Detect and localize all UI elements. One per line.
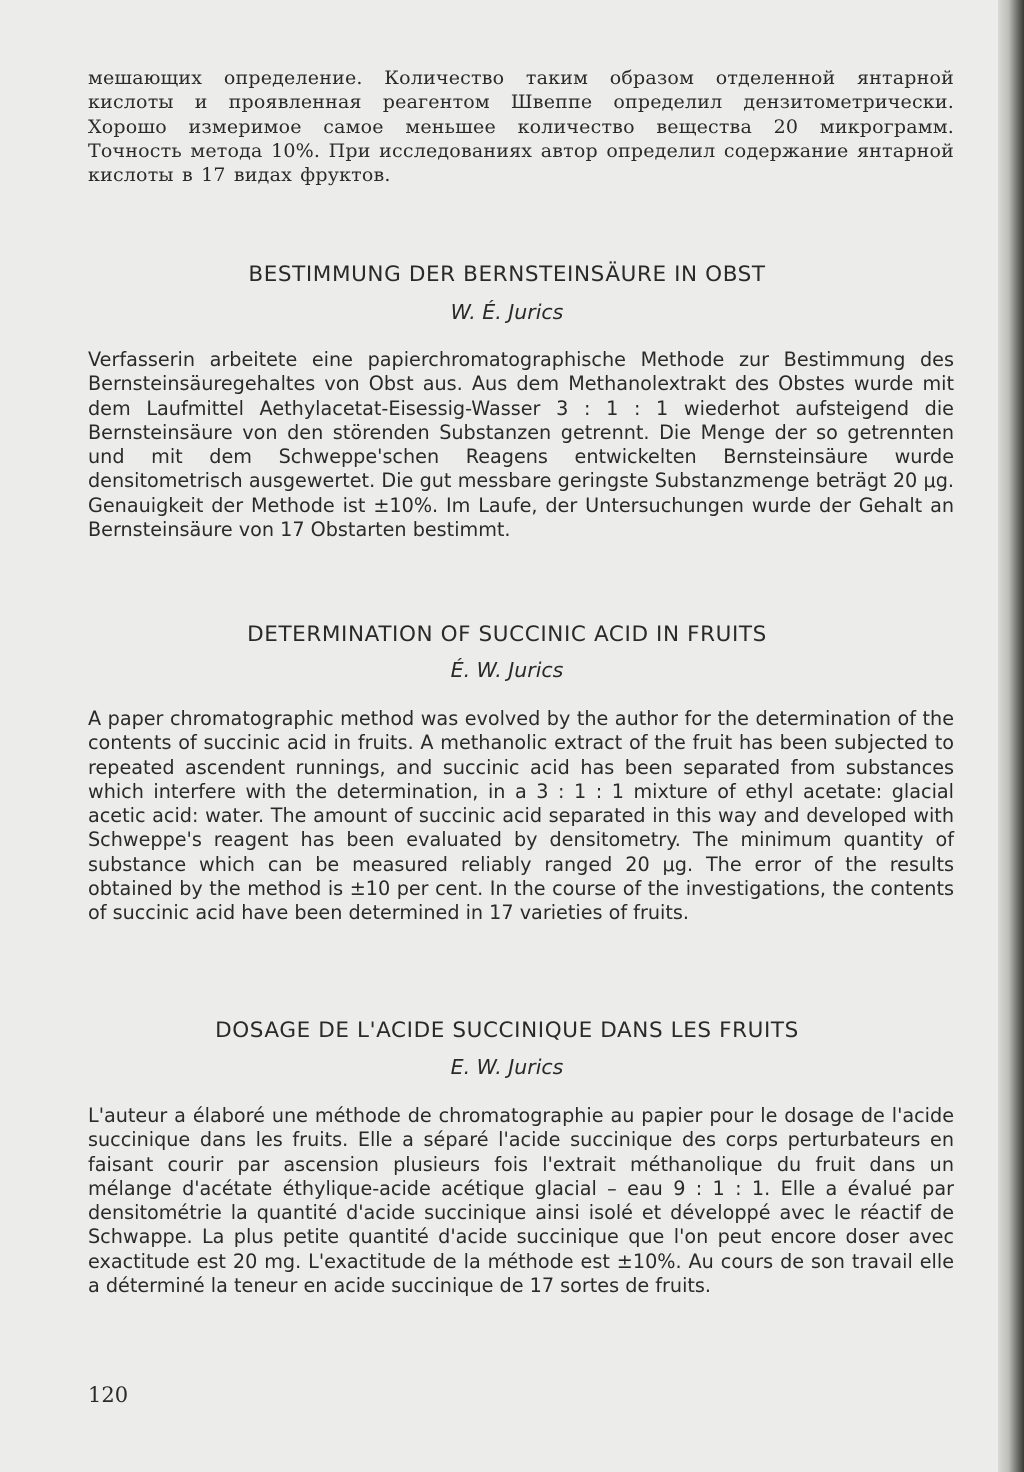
german-author: W. É. Jurics [450, 300, 564, 324]
french-title: DOSAGE DE L'ACIDE SUCCINIQUE DANS LES FRUITS [215, 1018, 799, 1043]
english-abstract: A paper chromatographic method was evolved by the author for the determination of the contents of succinic acid in fruits. A methanolic extract of the fruit has been subjected to repeated ascendent runnings, and succinic acid has been separated from substances which interfere with the determination, in a 3 : 1 : 1 mixture of ethyl acetate: glacial acetic acid: water. The amount of succinic acid separated in this way and developed with Schweppe's reagent has been evaluated by densitometry. The minimum quantity of substance which can be measured reliably ranged 20 μg. The error of the results obtained by the method is ±10 per cent. In the course of the investigations, the contents of succinic acid have been determined in 17 varieties of fruits. [88, 707, 954, 925]
book-spine-shadow [998, 0, 1024, 1472]
french-author: E. W. Jurics [450, 1055, 564, 1079]
page-number: 120 [88, 1383, 129, 1407]
english-title: DETERMINATION OF SUCCINIC ACID IN FRUITS [247, 622, 767, 647]
english-author: É. W. Jurics [450, 658, 564, 682]
german-abstract: Verfasserin arbeitete eine papierchromatographische Methode zur Bestimmung des Bernsteinsäuregehaltes von Obst aus. Aus dem Methanolextrakt des Obstes wurde mit dem Laufmittel Aethylacetat-Eisessig-Wasser 3 : 1 : 1 wiederhot aufsteigend die Bernsteinsäure von den störenden Substanzen getrennt. Die Menge der so getrennten und mit dem Schweppe'schen Reagens entwickelten Bernsteinsäure wurde densitometrisch ausgewertet. Die gut messbare geringste Substanzmenge beträgt 20 μg. Genauigkeit der Methode ist ±10%. Im Laufe, der Untersuchungen wurde der Gehalt an Bernsteinsäure von 17 Obstarten bestimmt. [88, 348, 954, 542]
russian-abstract-continuation: мешающих определение. Количество таким образом отделенной янтарной кислоты и проявленная реагентом Швеппе определил дензитометрически. Хорошо измеримое самое меньшее количество вещества 20 микрограмм. Точность метода 10%. При исследованиях автор определил содержание янтарной кислоты в 17 видах фруктов. [88, 67, 954, 187]
french-abstract: L'auteur a élaboré une méthode de chromatographie au papier pour le dosage de l'acide succinique dans les fruits. Elle a séparé l'acide succinique des corps perturbateurs en faisant courir par ascension plusieurs fois l'extrait méthanolique du fruit dans un mélange d'acétate éthylique-acide acétique glacial – eau 9 : 1 : 1. Elle a évalué par densitométrie la quantité d'acide succinique ainsi isolé et développé avec le réactif de Schwappe. La plus petite quantité d'acide succinique que l'on peut encore doser avec exactitude est 20 mg. L'exactitude de la méthode est ±10%. Au cours de son travail elle a déterminé la teneur en acide succinique de 17 sortes de fruits. [88, 1104, 954, 1298]
german-title: BESTIMMUNG DER BERNSTEINSÄURE IN OBST [248, 262, 766, 287]
